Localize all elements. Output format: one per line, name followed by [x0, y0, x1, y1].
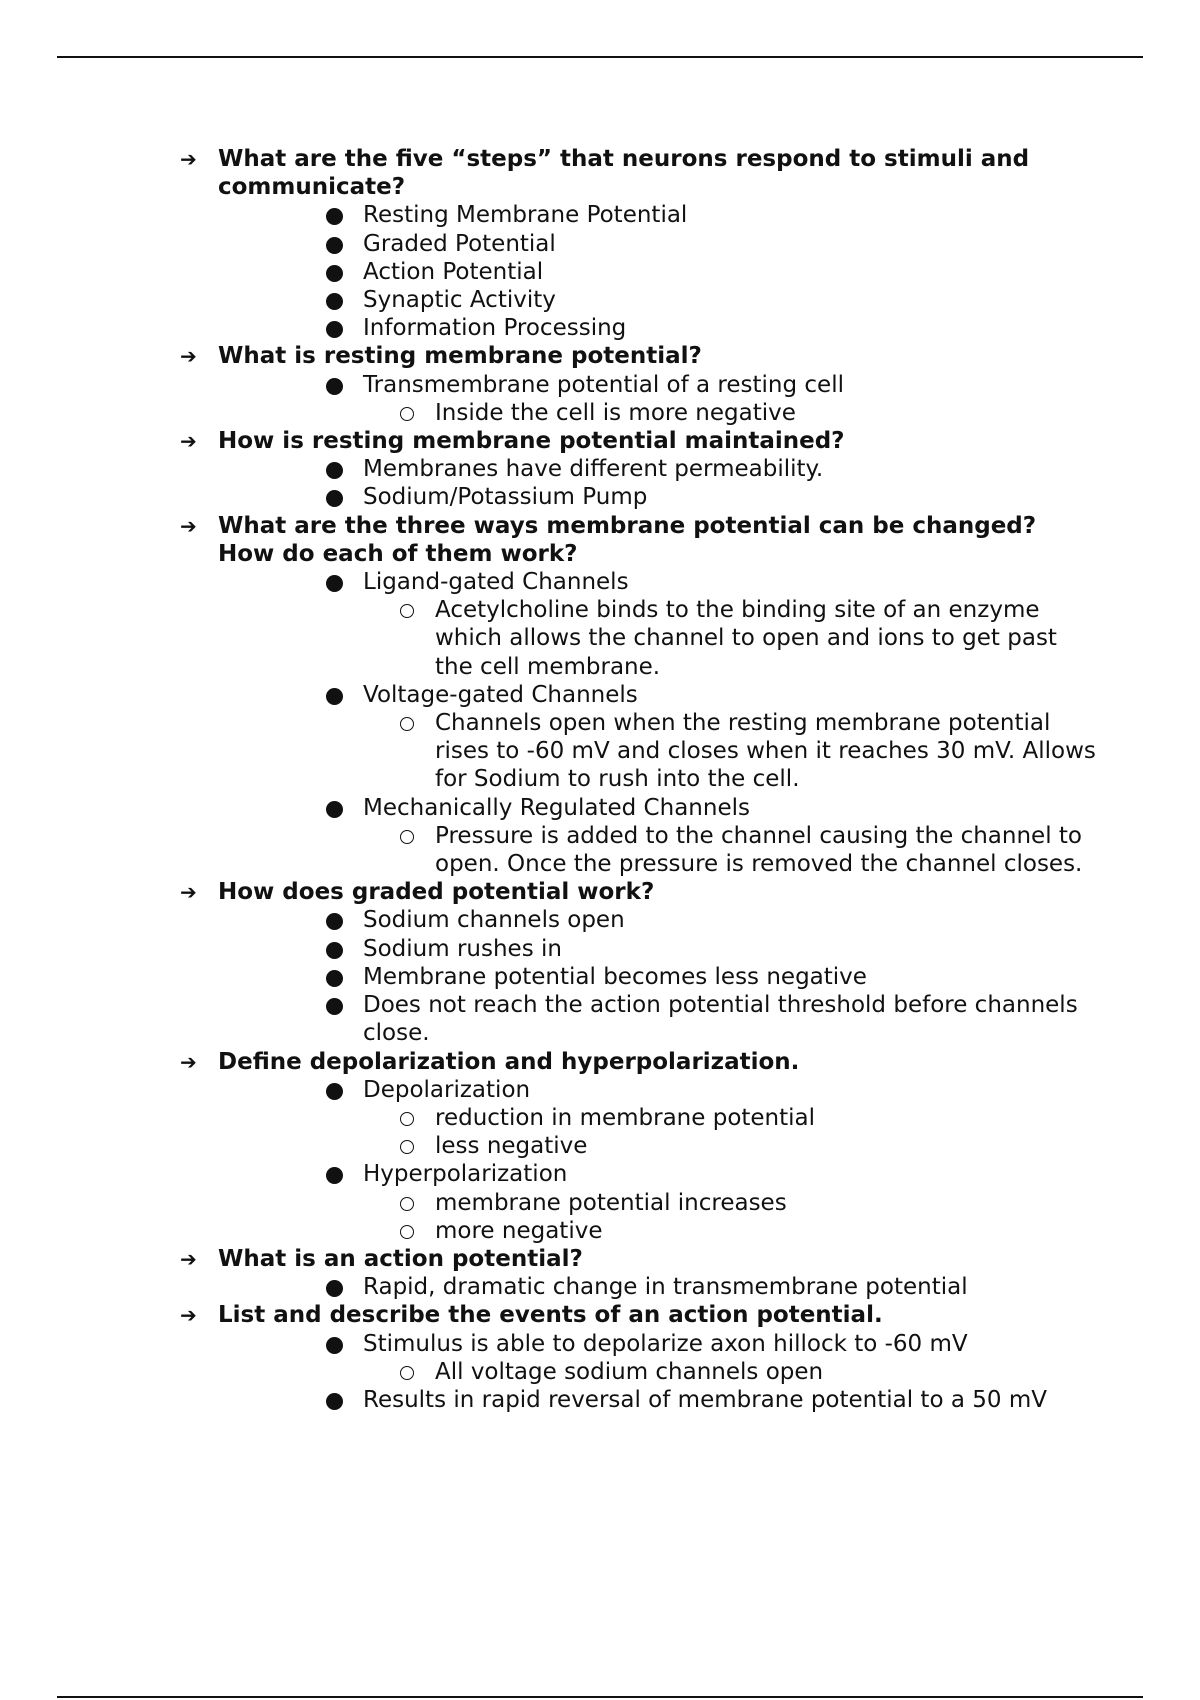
question-text: What are the five “steps” that neurons respond to stimuli and communicate?	[218, 146, 1030, 201]
filled-bullet-icon	[326, 1337, 343, 1354]
bullet-item	[0, 286, 1091, 314]
bullet-text: Transmembrane potential of a resting cell	[363, 371, 844, 398]
bullet-text: Mechanically Regulated Channels	[363, 794, 750, 821]
top-rule	[57, 56, 1143, 58]
bullet-item	[0, 1273, 1091, 1301]
bullet-item	[0, 568, 1091, 596]
bullet-text: Depolarization	[363, 1076, 531, 1103]
question-text: List and describe the events of an action potential.	[218, 1302, 883, 1329]
sub-bullet-text: Inside the cell is more negative	[435, 399, 796, 426]
filled-bullet-icon	[326, 293, 343, 310]
sub-bullet-text: All voltage sodium channels open	[435, 1358, 824, 1385]
bullet-text: Membranes have different permeability.	[363, 456, 824, 483]
arrow-icon: ➔	[180, 344, 197, 369]
question-heading	[0, 1301, 1098, 1329]
sub-bullet-item	[0, 1189, 1101, 1217]
hollow-bullet-icon	[400, 830, 414, 844]
bullet-item	[0, 1160, 1091, 1188]
bullet-text: Voltage-gated Channels	[363, 681, 638, 708]
filled-bullet-icon	[326, 913, 343, 930]
bullet-item	[0, 314, 1091, 342]
filled-bullet-icon	[326, 237, 343, 254]
filled-bullet-icon	[326, 1083, 343, 1100]
bullet-item	[0, 906, 1091, 934]
question-heading	[0, 145, 1098, 201]
filled-bullet-icon	[326, 801, 343, 818]
arrow-icon: ➔	[180, 880, 197, 905]
bullet-text: Rapid, dramatic change in transmembrane potential	[363, 1274, 968, 1301]
question-heading	[0, 1048, 1098, 1076]
sub-bullet-item	[0, 1358, 1101, 1386]
bullet-text: Action Potential	[363, 258, 544, 285]
hollow-bullet-icon	[400, 407, 414, 421]
question-heading	[0, 427, 1098, 455]
bullet-item	[0, 201, 1091, 229]
bullet-text: Results in rapid reversal of membrane potential to a 50 mV	[363, 1386, 1047, 1413]
sub-bullet-item	[0, 1217, 1101, 1245]
bullet-text: Resting Membrane Potential	[363, 202, 688, 229]
hollow-bullet-icon	[400, 1140, 414, 1154]
bullet-item	[0, 455, 1091, 483]
question-text: What is resting membrane potential?	[218, 343, 702, 370]
bullet-item	[0, 371, 1091, 399]
sub-bullet-item	[0, 709, 1101, 794]
question-text: How is resting membrane potential maintained?	[218, 428, 845, 455]
filled-bullet-icon	[326, 1393, 343, 1410]
question-heading	[0, 342, 1098, 370]
bullet-item	[0, 1076, 1091, 1104]
bullet-text: Sodium channels open	[363, 907, 625, 934]
question-text: How does graded potential work?	[218, 879, 655, 906]
filled-bullet-icon	[326, 998, 343, 1015]
hollow-bullet-icon	[400, 604, 414, 618]
bullet-text: Information Processing	[363, 315, 627, 342]
sub-bullet-text: membrane potential increases	[435, 1189, 787, 1216]
question-text: Define depolarization and hyperpolarization.	[218, 1048, 800, 1075]
sub-bullet-item	[0, 822, 1101, 878]
arrow-icon: ➔	[180, 429, 197, 454]
bullet-text: Sodium/Potassium Pump	[363, 484, 648, 511]
bullet-item	[0, 258, 1091, 286]
bullet-text: Ligand-gated Channels	[363, 569, 629, 596]
bullet-item	[0, 1330, 1091, 1358]
bullet-text: Membrane potential becomes less negative	[363, 963, 867, 990]
bullet-text: Stimulus is able to depolarize axon hillock to -60 mV	[363, 1330, 968, 1357]
question-text: What are the three ways membrane potential can be changed? How do each of them work?	[218, 512, 1037, 567]
bullet-item	[0, 230, 1091, 258]
bottom-rule	[57, 1696, 1143, 1698]
bullet-item	[0, 483, 1091, 511]
filled-bullet-icon	[326, 378, 343, 395]
filled-bullet-icon	[326, 462, 343, 479]
sub-bullet-text: reduction in membrane potential	[435, 1104, 816, 1131]
sub-bullet-item	[0, 1132, 1101, 1160]
sub-bullet-text: more negative	[435, 1217, 603, 1244]
filled-bullet-icon	[326, 321, 343, 338]
question-heading	[0, 1245, 1098, 1273]
bullet-text: Synaptic Activity	[363, 287, 556, 314]
filled-bullet-icon	[326, 1280, 343, 1297]
bullet-item	[0, 963, 1091, 991]
bullet-text: Graded Potential	[363, 230, 556, 257]
filled-bullet-icon	[326, 970, 343, 987]
bullet-item	[0, 935, 1091, 963]
filled-bullet-icon	[326, 208, 343, 225]
question-text: What is an action potential?	[218, 1245, 583, 1272]
sub-bullet-item	[0, 399, 1101, 427]
filled-bullet-icon	[326, 575, 343, 592]
filled-bullet-icon	[326, 490, 343, 507]
hollow-bullet-icon	[400, 717, 414, 731]
arrow-icon: ➔	[180, 1303, 197, 1328]
bullet-item	[0, 1386, 1091, 1414]
hollow-bullet-icon	[400, 1366, 414, 1380]
hollow-bullet-icon	[400, 1112, 414, 1126]
bullet-item	[0, 681, 1091, 709]
sub-bullet-item	[0, 596, 1101, 681]
arrow-icon: ➔	[180, 513, 197, 538]
sub-bullet-text: less negative	[435, 1133, 588, 1160]
sub-bullet-text: Pressure is added to the channel causing the channel to open. Once the pressure is removed the channel closes.	[435, 822, 1083, 878]
filled-bullet-icon	[326, 265, 343, 282]
bullet-text: Hyperpolarization	[363, 1161, 568, 1188]
question-heading	[0, 512, 1098, 568]
filled-bullet-icon	[326, 1167, 343, 1184]
filled-bullet-icon	[326, 942, 343, 959]
sub-bullet-text: Channels open when the resting membrane potential rises to -60 mV and closes when it reaches 30 mV. Allows for Sodium to rush into the cell.	[435, 710, 1096, 793]
bullet-item	[0, 794, 1091, 822]
arrow-icon: ➔	[180, 1246, 197, 1271]
bullet-item	[0, 991, 1091, 1047]
sub-bullet-text: Acetylcholine binds to the binding site of an enzyme which allows the channel to open and ions to get past the cell membrane.	[435, 597, 1057, 680]
hollow-bullet-icon	[400, 1197, 414, 1211]
arrow-icon: ➔	[180, 147, 197, 171]
question-heading	[0, 878, 1098, 906]
hollow-bullet-icon	[400, 1225, 414, 1239]
bullet-text: Sodium rushes in	[363, 935, 562, 962]
arrow-icon: ➔	[180, 1049, 197, 1074]
document-body	[0, 145, 1200, 1414]
filled-bullet-icon	[326, 688, 343, 705]
sub-bullet-item	[0, 1104, 1101, 1132]
bullet-text: Does not reach the action potential threshold before channels close.	[363, 992, 1078, 1047]
